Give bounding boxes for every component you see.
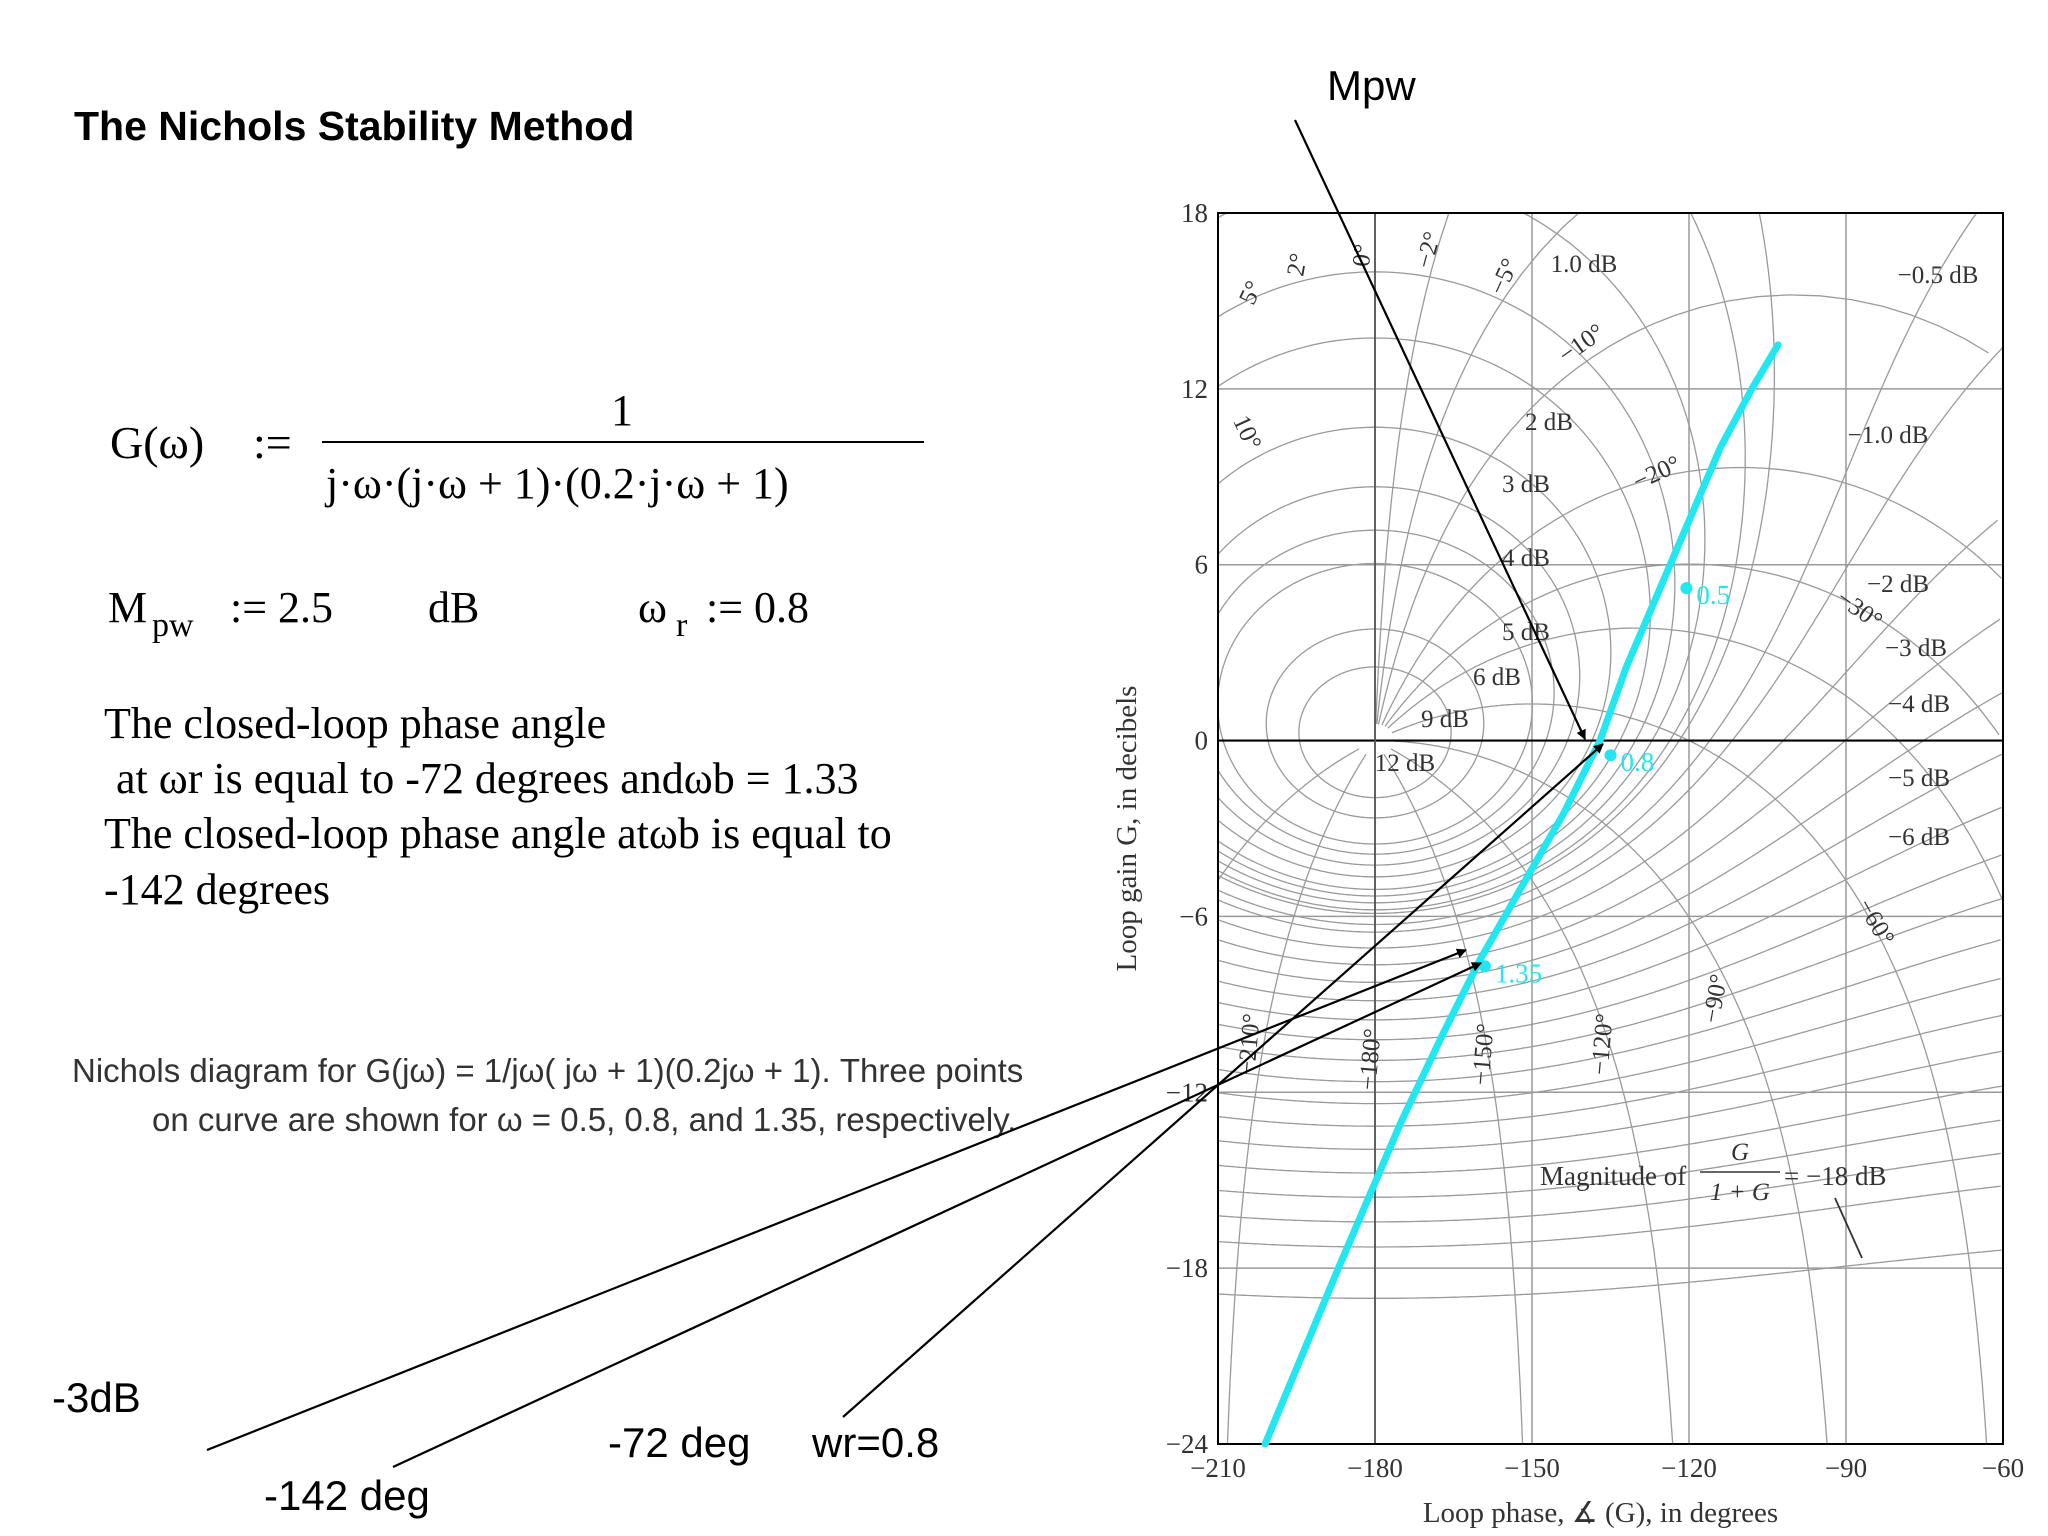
phase-contour-label: −10°: [1553, 318, 1610, 369]
phase-contour-label: −30°: [1831, 584, 1888, 635]
y-tick-label: −6: [1179, 901, 1208, 932]
transfer-function-equation: [110, 386, 924, 508]
m-contour: [120, 1166, 2001, 1247]
phase-contour-label: 10°: [1227, 411, 1267, 455]
n-contour: [1384, 754, 1531, 1536]
y-tick-label: 6: [1194, 549, 1208, 580]
phase-contour-label: −180°: [1354, 1027, 1387, 1092]
m-contour-label: 1.0 dB: [1550, 251, 1618, 278]
contour-labels: [1227, 229, 1978, 1091]
x-tick-label: −150: [1504, 1453, 1560, 1483]
label-minus3db: -3dB: [52, 1374, 141, 1421]
x-tick-label: −120: [1661, 1453, 1717, 1483]
phase-contour-label: −20°: [1628, 450, 1685, 496]
m-contour-label: −5 dB: [1887, 765, 1951, 792]
phase-contour-label: 0°: [1348, 242, 1377, 268]
curve-point-marker: [1479, 960, 1491, 972]
notes-block: [104, 699, 892, 914]
magnitude-annotation: [1540, 1139, 1886, 1258]
label-minus72: -72 deg: [608, 1419, 751, 1466]
annotation-denominator: 1 + G: [1710, 1179, 1770, 1206]
phase-contour-label: −2°: [1410, 228, 1447, 272]
y-tick-label: 12: [1181, 373, 1208, 404]
mpw-symbol: M: [108, 583, 148, 632]
phase-contour-label: −5°: [1484, 254, 1525, 300]
m-contour: [121, 846, 2002, 1061]
m-contour: [120, 1130, 2001, 1222]
phase-contour-label: −120°: [1586, 1012, 1619, 1077]
chart-axes: [1111, 198, 2024, 1529]
m-contour-label: −6 dB: [1887, 824, 1951, 851]
equation-denominator: j·ω·(j·ω + 1)·(0.2·j·ω + 1): [326, 459, 789, 508]
y-tick-label: −24: [1165, 1429, 1208, 1459]
mpw-subscript: pw: [152, 607, 194, 644]
m-contour-label: 5 dB: [1502, 619, 1550, 646]
y-axis-label: Loop gain G, in decibels: [1111, 685, 1143, 972]
wr-value: := 0.8: [706, 583, 810, 632]
x-tick-label: −180: [1347, 1453, 1403, 1483]
m-contour-label: −3 dB: [1884, 635, 1948, 662]
x-axis-label: Loop phase, ∡ (G), in degrees: [1422, 1497, 1779, 1529]
m-contour-label: 12 dB: [1374, 750, 1436, 777]
m-contour-label: 3 dB: [1502, 471, 1550, 498]
mpw-callout-label: Mpw: [1327, 62, 1416, 109]
phase-contour-label: −90°: [1698, 972, 1734, 1026]
curve-point-marker: [1680, 582, 1692, 594]
m-contour-label: −0.5 dB: [1897, 262, 1979, 289]
n-contour: [1064, 749, 1360, 1536]
curve-point-label: 1.35: [1494, 958, 1543, 989]
annotation-pointer: [1835, 1198, 1862, 1258]
mpw-unit: dB: [428, 583, 480, 632]
y-tick-label: −12: [1165, 1077, 1208, 1108]
slide-title: The Nichols Stability Method: [74, 103, 635, 149]
curve-point-marker: [1605, 749, 1617, 761]
figure-caption: [72, 1052, 1023, 1138]
wr-subscript: r: [676, 607, 688, 644]
phase-contour-label: 5°: [1234, 276, 1269, 309]
wr-symbol: ω: [638, 583, 667, 632]
x-tick-label: −210: [1190, 1453, 1246, 1483]
n-contour: [1394, 741, 1843, 1536]
m-contour-label: −2 dB: [1866, 571, 1930, 598]
annotation-numerator: G: [1730, 1139, 1750, 1166]
annotation-labels: [52, 1374, 939, 1519]
arrow-minus3db: [207, 950, 1466, 1450]
m-contour-label: −1.0 dB: [1847, 422, 1929, 449]
m-contour-label: −4 dB: [1887, 691, 1951, 718]
note-line-3-clip: [104, 809, 892, 858]
phase-contour-label: −210°: [1233, 1012, 1266, 1077]
annotation-caption: Magnitude of: [1540, 1161, 1687, 1191]
annotation-value: = −18 dB: [1784, 1161, 1887, 1191]
curve-point-label: 0.8: [1620, 747, 1655, 778]
caption-line-2: on curve are shown for ω = 0.5, 0.8, and 1.35, respectively.: [152, 1101, 1017, 1138]
m-contour-label: 4 dB: [1502, 545, 1550, 572]
note-line-2: at ωr is equal to -72 degrees andωb = 1.33: [116, 754, 859, 803]
equation-lhs: G(ω): [110, 417, 205, 468]
phase-contour-label: −150°: [1467, 1022, 1500, 1087]
m-contour: [120, 1234, 2001, 1298]
curve-point-label: 0.5: [1696, 580, 1731, 611]
n-contour: [1220, 754, 1367, 1536]
y-tick-label: 0: [1194, 725, 1208, 756]
y-tick-label: 18: [1181, 198, 1208, 228]
phase-contour-label: −60°: [1851, 894, 1900, 951]
arrow-minus142: [393, 963, 1481, 1467]
m-contour-label: 6 dB: [1473, 664, 1521, 691]
label-minus142: -142 deg: [264, 1472, 430, 1519]
m-contour-label: 2 dB: [1525, 409, 1573, 436]
caption-line-1: Nichols diagram for G(jω) = 1/jω( jω + 1)(0.2jω + 1). Three points: [72, 1052, 1024, 1089]
equation-numerator: 1: [611, 386, 633, 435]
x-tick-label: −90: [1824, 1453, 1868, 1483]
parameter-line: [108, 583, 809, 644]
note-line-1: The closed-loop phase angle: [104, 699, 607, 748]
m-contour-label: 9 dB: [1421, 706, 1469, 733]
phase-contour-label: 2°: [1282, 251, 1313, 279]
x-tick-label: −60: [1981, 1453, 2025, 1483]
mpw-value: := 2.5: [230, 583, 334, 632]
label-wr: wr=0.8: [812, 1419, 940, 1466]
note-line-4: -142 degrees: [104, 865, 331, 914]
note-line-3: The closed-loop phase angle atωb is equal to: [104, 809, 892, 858]
y-tick-label: −18: [1165, 1253, 1208, 1284]
equation-assign: :=: [253, 417, 292, 468]
